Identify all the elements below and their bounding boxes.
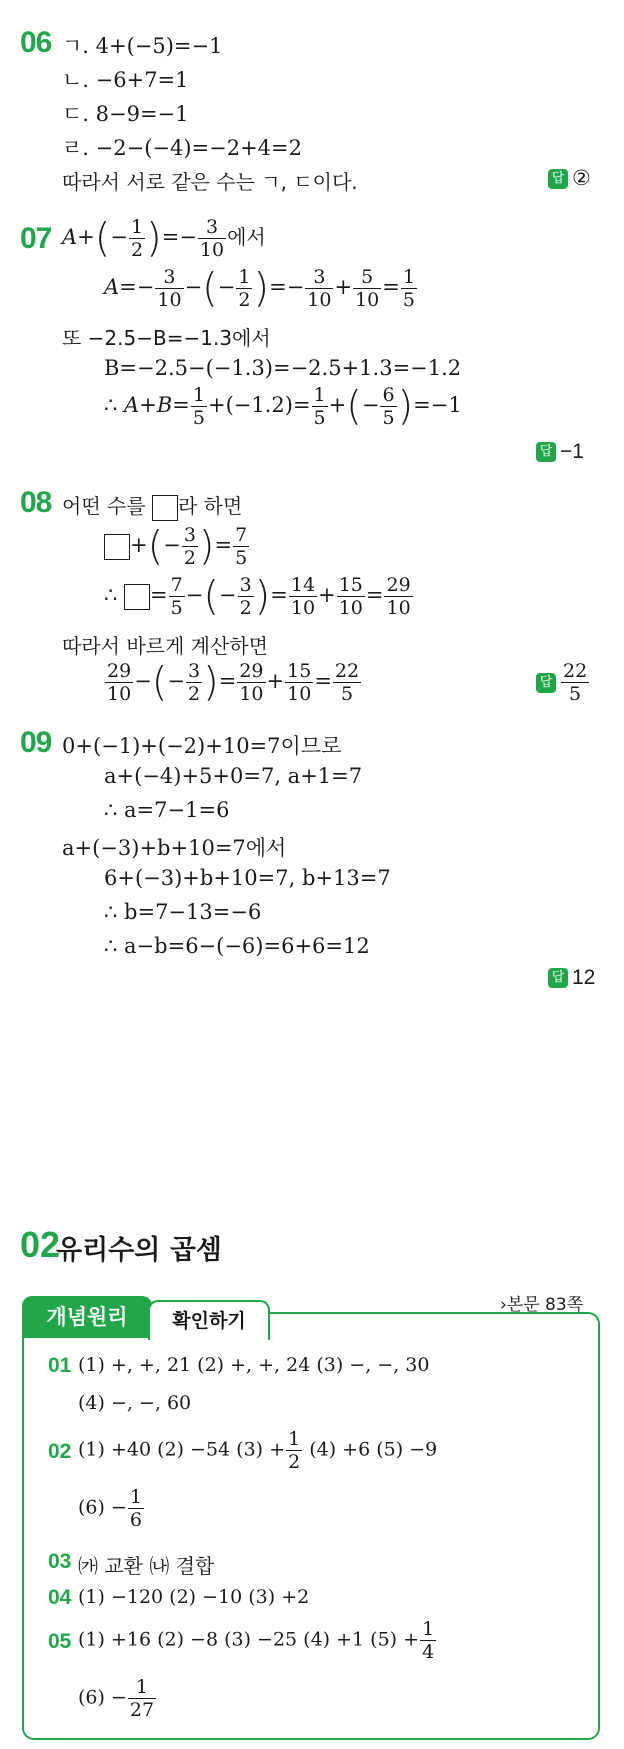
p08-answer-den: 5 — [569, 683, 582, 705]
problem-08-number: 08 — [20, 486, 52, 519]
p09-answer — [548, 966, 595, 990]
answer-badge: 답 — [548, 169, 568, 189]
section-title: 유리수의 곱셈 — [56, 1235, 222, 1266]
item-01-line-1: (1) +, +, 21 (2) +, +, 24 (3) −, −, 30 — [78, 1354, 430, 1376]
p08-text-a: 어떤 수를 — [62, 494, 146, 518]
item-02-text-c: (6) − — [78, 1496, 127, 1519]
item-05-text-b: (6) − — [78, 1686, 127, 1709]
p09-line-1: 0+(−1)+(−2)+10=7이므로 — [62, 734, 342, 758]
p09-line-6: ∴ b=7−13=−6 — [104, 900, 262, 924]
p08-text-b: 라 하면 — [178, 494, 243, 518]
blank-box — [124, 584, 150, 610]
item-05-line-2: (6) − $\frac{1}{27}$ — [78, 1676, 155, 1721]
item-02-text-a: (1) +40 (2) −54 (3) + — [78, 1438, 286, 1461]
item-02-line-2: (6) − $\frac{1}{6}$ — [78, 1486, 142, 1531]
problem-07-number: 07 — [20, 222, 52, 255]
p07-answer-value: −1 — [560, 440, 584, 463]
blank-box — [152, 495, 178, 521]
item-01-line-2: (4) −, −, 60 — [78, 1392, 192, 1414]
answer-badge: 답 — [536, 673, 556, 693]
p09-line-5: 6+(−3)+b+10=7, b+13=7 — [104, 866, 391, 890]
p07-suffix: 에서 — [227, 225, 266, 249]
blank-box — [104, 534, 130, 560]
chevron-right-icon: › — [500, 1295, 507, 1315]
p08-line-3: ∴ = $\frac{7}{5}$ −(− $\frac{3}{2}$ )= $\frac{14}{10}$ + $\frac{15}{10}$ = $\frac{29}{10}$ — [104, 573, 411, 620]
p09-line-3: ∴ a=7−1=6 — [104, 798, 230, 822]
p06-line-3: ㄷ. 8−9=−1 — [62, 102, 189, 126]
p09-answer-value: 12 — [572, 966, 596, 989]
p07-line-4: B=−2.5−(−1.3)=−2.5+1.3=−1.2 — [104, 356, 462, 380]
tab-check: 확인하기 — [148, 1300, 270, 1340]
item-02-text-b: (4) +6 (5) −9 — [303, 1438, 438, 1461]
section-number: 02 — [20, 1224, 61, 1265]
p08-line-2: +(− $\frac{3}{2}$ )= $\frac{7}{5}$ — [104, 524, 250, 569]
item-02-number: 02 — [48, 1440, 72, 1463]
p08-answer-num: 22 — [563, 660, 588, 682]
p06-answer — [548, 166, 591, 191]
item-05-text-a: (1) +16 (2) −8 (3) −25 (4) +1 (5) + — [78, 1628, 420, 1651]
p06-line-2: ㄴ. −6+7=1 — [62, 68, 189, 92]
answer-badge: 답 — [536, 442, 556, 462]
p08-line-4: 따라서 바르게 계산하면 — [62, 634, 268, 658]
p06-line-4: ㄹ. −2−(−4)=−2+4=2 — [62, 136, 302, 160]
item-03-number: 03 — [48, 1550, 72, 1573]
p08-answer — [536, 660, 590, 705]
p07-line-3: 또 −2.5−B=−1.3에서 — [62, 326, 271, 350]
p08-line-1 — [62, 490, 242, 521]
tab-concept: 개념원리 — [22, 1296, 152, 1338]
p08-line-5: $\frac{29}{10}$ −(− $\frac{3}{2}$ )= $\frac{29}{10}$ + $\frac{15}{10}$ = $\frac{22}{5}$ — [107, 659, 360, 706]
p09-line-4: a+(−3)+b+10=7에서 — [62, 836, 287, 860]
p07-line-1: A+(− $\frac{1}{2}$ )=− $\frac{3}{10}$ 에서 — [62, 215, 266, 262]
page-reference-text: 본문 83쪽 — [506, 1295, 584, 1315]
p06-line-1: ㄱ. 4+(−5)=−1 — [62, 34, 223, 58]
answer-badge: 답 — [548, 968, 568, 988]
problem-09-number: 09 — [20, 726, 52, 759]
p09-line-2: a+(−4)+5+0=7, a+1=7 — [104, 764, 363, 788]
item-04-number: 04 — [48, 1586, 72, 1609]
p07-line-5: ∴ A+B= $\frac{1}{5}$ +(−1.2)= $\frac{1}{5}$ +(− $\frac{6}{5}$ )=−1 — [104, 383, 462, 430]
item-01-number: 01 — [48, 1354, 72, 1377]
p06-answer-value: ② — [572, 167, 591, 190]
p07-answer — [536, 440, 584, 464]
p06-line-5: 따라서 서로 같은 수는 ㄱ, ㄷ이다. — [62, 170, 358, 194]
item-05-number: 05 — [48, 1630, 72, 1653]
p07-line-2: A=− $\frac{3}{10}$ −(− $\frac{1}{2}$ )=− $\frac{3}{10}$ + $\frac{5}{10}$ = $\frac{1}{5}$ — [104, 265, 415, 312]
page-reference — [500, 1290, 583, 1315]
item-03-line-1: ㈎ 교환 ㈏ 결합 — [78, 1554, 215, 1578]
item-02-line-1: (1) +40 (2) −54 (3) + $\frac{1}{2}$ (4) +6 (5) −9 — [78, 1428, 438, 1473]
p09-line-7: ∴ a−b=6−(−6)=6+6=12 — [104, 934, 370, 958]
item-05-line-1: (1) +16 (2) −8 (3) −25 (4) +1 (5) + $\frac{1}{4}$ — [78, 1618, 435, 1663]
problem-06-number: 06 — [20, 26, 52, 59]
item-04-line-1: (1) −120 (2) −10 (3) +2 — [78, 1586, 310, 1608]
